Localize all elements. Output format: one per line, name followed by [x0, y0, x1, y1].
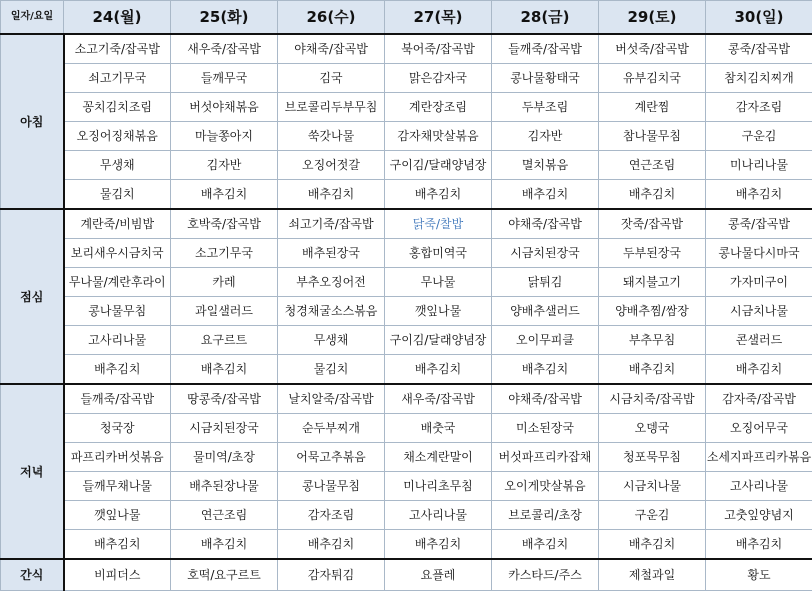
menu-cell: 맑은감자국: [385, 64, 492, 93]
menu-cell: 배추김치: [599, 530, 706, 560]
menu-cell: 배추김치: [64, 530, 171, 560]
menu-cell: 보리새우시금치국: [64, 239, 171, 268]
menu-cell: 배추김치: [706, 180, 812, 210]
snack-cell: 카스타드/주스: [492, 559, 599, 591]
menu-cell: 구이김/달래양념장: [385, 326, 492, 355]
menu-cell: 새우죽/잡곡밥: [171, 34, 278, 64]
menu-cell: 깻잎나물: [385, 297, 492, 326]
dinner-row: [1, 501, 812, 530]
menu-cell: 감자채맛살볶음: [385, 122, 492, 151]
menu-cell: 배추김치: [64, 355, 171, 385]
menu-cell: 고사리나물: [706, 472, 812, 501]
day-header-27: 27(목): [385, 1, 492, 35]
menu-cell: 양배추샐러드: [492, 297, 599, 326]
menu-cell: 미나리나물: [706, 151, 812, 180]
menu-cell: 브로콜리두부무침: [278, 93, 385, 122]
day-header-25: 25(화): [171, 1, 278, 35]
menu-cell: 무나물/계란후라이: [64, 268, 171, 297]
menu-cell: 어묵고추볶음: [278, 443, 385, 472]
menu-cell: 김자반: [171, 151, 278, 180]
menu-cell: 오징어징채볶음: [64, 122, 171, 151]
menu-cell: 소고기무국: [171, 239, 278, 268]
menu-cell: 시금치된장국: [171, 414, 278, 443]
menu-cell: 두부된장국: [599, 239, 706, 268]
menu-cell: 감자조림: [278, 501, 385, 530]
menu-cell: 요구르트: [171, 326, 278, 355]
menu-cell: 감자조림: [706, 93, 812, 122]
breakfast-row: [1, 34, 812, 64]
menu-cell: 소고기죽/잡곡밥: [64, 34, 171, 64]
snack-cell: 호떡/요구르트: [171, 559, 278, 591]
breakfast-row: [1, 122, 812, 151]
menu-cell: 브로콜리/초장: [492, 501, 599, 530]
menu-cell: 배추김치: [492, 355, 599, 385]
menu-cell: 계란장조림: [385, 93, 492, 122]
menu-cell: 멸치볶음: [492, 151, 599, 180]
menu-cell: 배추김치: [278, 530, 385, 560]
corner-label: 일자/요일: [1, 1, 64, 35]
menu-cell: 야채죽/잡곡밥: [492, 209, 599, 239]
menu-cell: 콩죽/잡곡밥: [706, 209, 812, 239]
menu-cell: 구운김: [706, 122, 812, 151]
menu-cell: 파프리카버섯볶음: [64, 443, 171, 472]
menu-cell: 콩나물황태국: [492, 64, 599, 93]
menu-cell: 콩나물무침: [278, 472, 385, 501]
lunch-row: [1, 209, 812, 239]
menu-cell: 오징어무국: [706, 414, 812, 443]
lunch-label: 점심: [1, 209, 64, 384]
highlighted-menu-cell: 닭죽/찰밥: [385, 209, 492, 239]
menu-cell: 무생채: [278, 326, 385, 355]
menu-cell: 구이김/달래양념장: [385, 151, 492, 180]
menu-cell: 시금치된장국: [492, 239, 599, 268]
menu-cell: 호박죽/잡곡밥: [171, 209, 278, 239]
menu-cell: 연근조림: [171, 501, 278, 530]
menu-cell: 돼지불고기: [599, 268, 706, 297]
menu-cell: 부추무침: [599, 326, 706, 355]
menu-cell: 배추김치: [706, 530, 812, 560]
menu-cell: 배추김치: [171, 180, 278, 210]
menu-cell: 버섯야채볶음: [171, 93, 278, 122]
menu-cell: 홍합미역국: [385, 239, 492, 268]
menu-cell: 콩나물무침: [64, 297, 171, 326]
menu-cell: 미소된장국: [492, 414, 599, 443]
lunch-row: [1, 355, 812, 385]
menu-cell: 무나물: [385, 268, 492, 297]
menu-cell: 청경채굴소스볶음: [278, 297, 385, 326]
menu-cell: 김자반: [492, 122, 599, 151]
menu-cell: 구운김: [599, 501, 706, 530]
menu-cell: 청포묵무침: [599, 443, 706, 472]
menu-cell: 쑥갓나물: [278, 122, 385, 151]
menu-cell: 계란죽/비빔밥: [64, 209, 171, 239]
menu-cell: 배추김치: [385, 355, 492, 385]
menu-cell: 들깨죽/잡곡밥: [492, 34, 599, 64]
menu-cell: 물김치: [64, 180, 171, 210]
menu-cell: 배추김치: [278, 180, 385, 210]
dinner-label: 저녁: [1, 384, 64, 559]
menu-cell: 부추오징어전: [278, 268, 385, 297]
snack-cell: 요플레: [385, 559, 492, 591]
day-header-30: 30(일): [706, 1, 812, 35]
menu-cell: 북어죽/잡곡밥: [385, 34, 492, 64]
menu-cell: 청국장: [64, 414, 171, 443]
lunch-row: [1, 297, 812, 326]
menu-cell: 배추김치: [599, 180, 706, 210]
menu-cell: 배추김치: [492, 530, 599, 560]
day-header-29: 29(토): [599, 1, 706, 35]
menu-cell: 날치알죽/잡곡밥: [278, 384, 385, 414]
menu-cell: 양배추찜/쌈장: [599, 297, 706, 326]
menu-cell: 들깨무국: [171, 64, 278, 93]
menu-cell: 물미역/초장: [171, 443, 278, 472]
menu-cell: 배추김치: [385, 530, 492, 560]
menu-cell: 깻잎나물: [64, 501, 171, 530]
menu-cell: 두부조림: [492, 93, 599, 122]
menu-cell: 시금치죽/잡곡밥: [599, 384, 706, 414]
menu-cell: 배추된장국: [278, 239, 385, 268]
menu-cell: 채소계란말이: [385, 443, 492, 472]
meal-table-body: [1, 34, 812, 591]
menu-cell: 배추된장나물: [171, 472, 278, 501]
menu-cell: 참치김치찌개: [706, 64, 812, 93]
lunch-row: [1, 268, 812, 297]
snack-cell: 비피더스: [64, 559, 171, 591]
menu-cell: 감자죽/잡곡밥: [706, 384, 812, 414]
menu-cell: 시금치나물: [599, 472, 706, 501]
menu-cell: 오이게맛살볶음: [492, 472, 599, 501]
menu-cell: 오이무피클: [492, 326, 599, 355]
snack-cell: 황도: [706, 559, 812, 591]
menu-cell: 유부김치국: [599, 64, 706, 93]
day-header-26: 26(수): [278, 1, 385, 35]
snack-cell: 감자튀김: [278, 559, 385, 591]
menu-cell: 콩나물다시마국: [706, 239, 812, 268]
menu-cell: 배추김치: [171, 530, 278, 560]
menu-cell: 물김치: [278, 355, 385, 385]
menu-cell: 배추김치: [171, 355, 278, 385]
menu-cell: 무생채: [64, 151, 171, 180]
menu-cell: 땅콩죽/잡곡밥: [171, 384, 278, 414]
dinner-row: [1, 443, 812, 472]
menu-cell: 들깨죽/잡곡밥: [64, 384, 171, 414]
menu-cell: 배춧국: [385, 414, 492, 443]
menu-cell: 배추김치: [492, 180, 599, 210]
menu-cell: 쇠고기무국: [64, 64, 171, 93]
menu-cell: 소세지파프리카볶음: [706, 443, 812, 472]
menu-cell: 오징어젓갈: [278, 151, 385, 180]
breakfast-label: 아침: [1, 34, 64, 209]
dinner-row: [1, 530, 812, 560]
lunch-row: [1, 239, 812, 268]
menu-cell: 야채죽/잡곡밥: [492, 384, 599, 414]
snack-cell: 제철과일: [599, 559, 706, 591]
menu-cell: 배추김치: [385, 180, 492, 210]
menu-cell: 잣죽/잡곡밥: [599, 209, 706, 239]
breakfast-row: [1, 93, 812, 122]
breakfast-row: [1, 180, 812, 210]
menu-cell: 순두부찌개: [278, 414, 385, 443]
menu-cell: 계란찜: [599, 93, 706, 122]
menu-cell: 콘샐러드: [706, 326, 812, 355]
menu-cell: 참나물무침: [599, 122, 706, 151]
menu-cell: 쇠고기죽/잡곡밥: [278, 209, 385, 239]
header-row: [1, 1, 812, 35]
dinner-row: [1, 472, 812, 501]
menu-cell: 닭튀김: [492, 268, 599, 297]
breakfast-row: [1, 151, 812, 180]
menu-cell: 새우죽/잡곡밥: [385, 384, 492, 414]
snack-label: 간식: [1, 559, 64, 591]
menu-cell: 배추김치: [599, 355, 706, 385]
menu-cell: 연근조림: [599, 151, 706, 180]
menu-cell: 콩죽/잡곡밥: [706, 34, 812, 64]
day-header-28: 28(금): [492, 1, 599, 35]
menu-cell: 야채죽/잡곡밥: [278, 34, 385, 64]
menu-cell: 과일샐러드: [171, 297, 278, 326]
menu-cell: 배추김치: [706, 355, 812, 385]
menu-cell: 고춧잎양념지: [706, 501, 812, 530]
menu-cell: 고사리나물: [385, 501, 492, 530]
menu-cell: 들깨무채나물: [64, 472, 171, 501]
day-header-24: 24(월): [64, 1, 171, 35]
menu-cell: 꽁치김치조림: [64, 93, 171, 122]
menu-cell: 마늘쫑아지: [171, 122, 278, 151]
menu-cell: 미나리초무침: [385, 472, 492, 501]
menu-cell: 가자미구이: [706, 268, 812, 297]
dinner-row: [1, 384, 812, 414]
menu-cell: 시금치나물: [706, 297, 812, 326]
snack-row: [1, 559, 812, 591]
dinner-row: [1, 414, 812, 443]
menu-cell: 카레: [171, 268, 278, 297]
menu-cell: 오뎅국: [599, 414, 706, 443]
menu-cell: 고사리나물: [64, 326, 171, 355]
menu-cell: 김국: [278, 64, 385, 93]
menu-cell: 버섯파프리카잡채: [492, 443, 599, 472]
menu-cell: 버섯죽/잡곡밥: [599, 34, 706, 64]
breakfast-row: [1, 64, 812, 93]
lunch-row: [1, 326, 812, 355]
